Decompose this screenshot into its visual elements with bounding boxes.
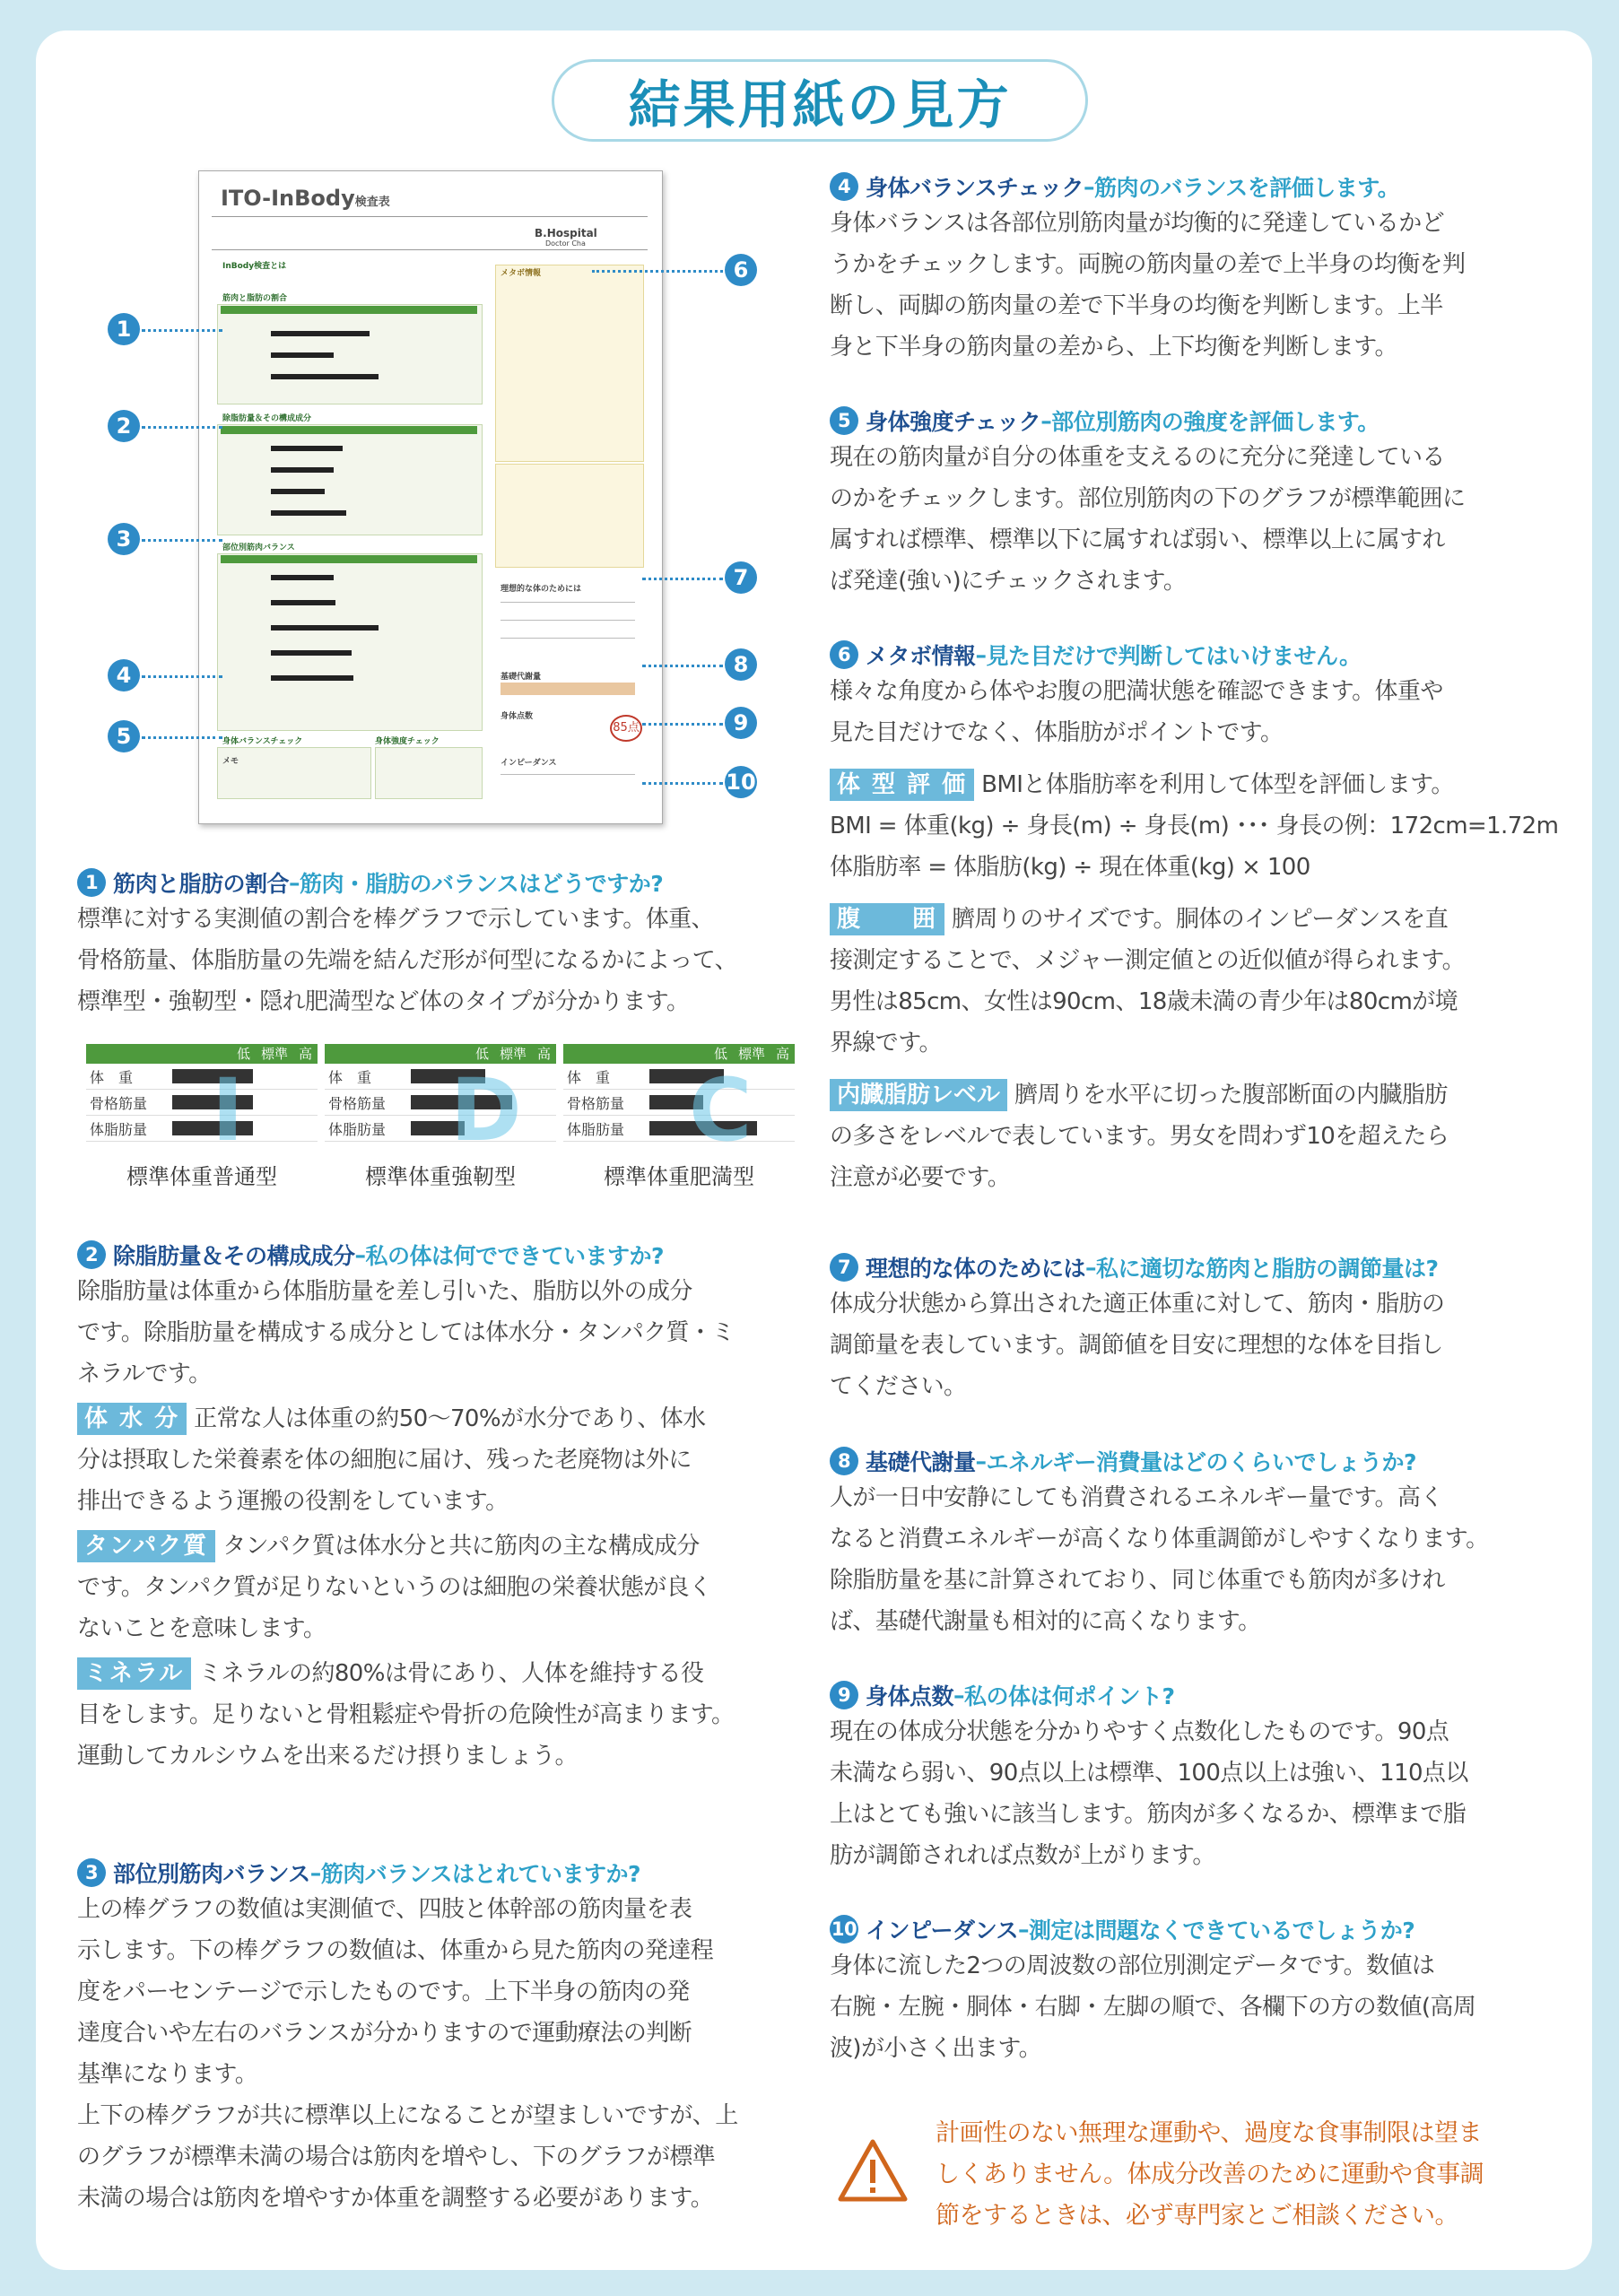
thumb-row — [86, 1116, 318, 1142]
waist-tag: 腹 囲 — [830, 903, 944, 935]
leader-line-10 — [642, 782, 723, 785]
section-8-line: 除脂肪量を基に計算されており、同じ体重でも筋肉が多けれ — [830, 1567, 1445, 1594]
section-8-title: 基礎代謝量 — [866, 1449, 976, 1475]
report-heading-7: 理想的な体のためには — [500, 585, 582, 594]
section-7-heading — [830, 1251, 1558, 1283]
protein-paragraph — [77, 1526, 805, 1649]
protein-line: ないことを意味します。 — [77, 1615, 326, 1642]
section-3-number: 3 — [77, 1858, 106, 1887]
water-line-text: 正常な人は体重の約50～70%が水分であり、体水 — [194, 1405, 706, 1432]
report-heading-3: 部位別筋肉バランス — [222, 544, 295, 552]
section-10-title: インピーダンス — [866, 1918, 1019, 1944]
warning-line: 計画性のない無理な運動や、過度な食事制限は望ま — [936, 2119, 1482, 2147]
thumb-caption: 標準体重強靭型 — [365, 1164, 516, 1189]
section-10-dash: – — [1018, 1916, 1030, 1943]
section-2-title: 除脂肪量＆その構成成分 — [113, 1243, 355, 1269]
section-7-line: てください。 — [830, 1373, 967, 1400]
thumb-type-letter: I — [212, 1060, 244, 1161]
report-box-2-header — [221, 426, 477, 434]
section-6-line: 見た目だけでなく、体脂肪がポイントです。 — [830, 719, 1284, 746]
report-title-text: ITO-InBody — [221, 186, 355, 211]
page-title-pill — [552, 59, 1088, 142]
thumb-row — [563, 1064, 795, 1090]
section-1 — [77, 866, 805, 1022]
thumb-row — [563, 1116, 795, 1142]
report-box-3 — [217, 553, 483, 731]
section-8-line: 人が一日中安静にしても消費されるエネルギー量です。高く — [830, 1484, 1443, 1511]
visceral-line — [830, 1074, 1558, 1116]
section-1-body — [77, 899, 805, 1022]
section-3-title: 部位別筋肉バランス — [113, 1861, 310, 1887]
section-7-title: 理想的な体のためには — [866, 1256, 1086, 1282]
section-2 — [77, 1239, 805, 1777]
section-3-line: 未満の場合は筋肉を増やすか体重を調整する必要があります。 — [77, 2185, 714, 2212]
waist-paragraph — [830, 899, 1558, 1064]
water-tag: 体 水 分 — [77, 1403, 187, 1435]
leader-line-3 — [142, 539, 222, 542]
section-8-subtitle: エネルギー消費量はどのくらいでしょうか? — [986, 1449, 1417, 1475]
bodytype-line: BMI = 体重(kg) ÷ 身長(m) ÷ 身長(m) ･･･ 身長の例：172cm=1.72m — [830, 813, 1559, 839]
section-6-dash: – — [975, 641, 987, 668]
report-line — [500, 638, 635, 639]
report-heading-6: メタボ情報 — [500, 269, 542, 278]
report-box-5 — [375, 747, 483, 799]
marker-8: 8 — [725, 648, 757, 681]
type-thumb-standard — [86, 1044, 318, 1189]
thumb-head-std: 標準 — [737, 1046, 765, 1062]
marker-6: 6 — [725, 254, 757, 286]
warning-icon — [837, 2138, 909, 2206]
report-heading-1: 筋肉と脂肪の割合 — [222, 294, 288, 303]
section-8-heading — [830, 1445, 1558, 1477]
section-6-number: 6 — [830, 640, 858, 669]
section-10-line: 波)が小さく出ます。 — [830, 2035, 1042, 2062]
section-9-subtitle: 私の体は何ポイント? — [964, 1683, 1175, 1709]
section-10 — [830, 1913, 1558, 2069]
section-8-line: なると消費エネルギーが高くなり体重調節がしやすくなります。 — [830, 1526, 1489, 1552]
section-5-line: 属すれば標準、標準以下に属すれば弱い、標準以上に属すれ — [830, 526, 1445, 553]
mineral-line — [77, 1653, 805, 1694]
thumb-row — [563, 1090, 795, 1116]
bodytype-paragraph — [830, 764, 1558, 888]
thumb-header — [86, 1044, 318, 1064]
section-1-number: 1 — [77, 868, 106, 897]
section-4 — [830, 170, 1558, 368]
thumb-head-low: 低 — [474, 1046, 489, 1062]
report-memo-heading: メモ — [222, 757, 239, 766]
thumb-caption: 標準体重肥満型 — [604, 1164, 754, 1189]
report-bar — [271, 331, 370, 336]
waist-line: 男性は85cm、女性は90cm、18歳未満の青少年は80cmが境 — [830, 988, 1458, 1015]
section-7-number: 7 — [830, 1253, 858, 1282]
section-2-heading — [77, 1239, 805, 1271]
section-5-line: ば発達(強い)にチェックされます。 — [830, 568, 1187, 595]
report-box-4 — [217, 747, 371, 799]
report-bar — [271, 352, 334, 358]
section-5-number: 5 — [830, 406, 858, 435]
report-title — [221, 186, 390, 211]
report-bar — [271, 600, 335, 605]
section-5-line: 現在の筋肉量が自分の体重を支えるのに充分に発達している — [830, 444, 1445, 471]
section-10-number: 10 — [830, 1915, 858, 1944]
type-thumb-obese — [563, 1044, 795, 1189]
thumb-head-low: 低 — [713, 1046, 727, 1062]
type-thumb-strong — [325, 1044, 556, 1189]
section-10-body — [830, 1945, 1558, 2069]
marker-2: 2 — [108, 410, 140, 442]
visceral-line: 注意が必要です。 — [830, 1164, 1011, 1191]
section-3 — [77, 1857, 805, 2219]
bodytype-line: 体脂肪率 = 体脂肪(kg) ÷ 現在体重(kg) × 100 — [830, 854, 1310, 881]
section-1-subtitle: 筋肉・脂肪のバランスはどうですか? — [300, 871, 664, 897]
section-10-subtitle: 測定は問題なくできているでしょうか? — [1029, 1918, 1415, 1944]
section-6-title: メタボ情報 — [866, 643, 976, 669]
marker-5: 5 — [108, 720, 140, 752]
section-7-dash: – — [1085, 1254, 1097, 1281]
mineral-paragraph — [77, 1653, 805, 1777]
section-1-title: 筋肉と脂肪の割合 — [113, 871, 290, 897]
report-intro-heading: InBody検査とは — [222, 262, 287, 271]
thumb-row-label: 体脂肪量 — [90, 1120, 148, 1138]
water-line: 分は摂取した栄養素を体の細胞に届け、残った老廃物は外に — [77, 1447, 692, 1474]
section-9-line: 上はとても強いに該当します。筋肉が多くなるか、標準まで脂 — [830, 1801, 1467, 1828]
report-line — [500, 774, 635, 775]
mineral-line: 運動してカルシウムを出来るだけ摂りましょう。 — [77, 1743, 578, 1770]
thumb-head-high: 高 — [536, 1046, 551, 1062]
visceral-line-text: 臍周りを水平に切った腹部断面の内臓脂肪 — [1014, 1082, 1448, 1109]
section-1-heading — [77, 866, 805, 899]
warning-text — [936, 2113, 1484, 2237]
section-1-line: 標準型・強靭型・隠れ肥満型など体のタイプが分かります。 — [77, 988, 690, 1015]
section-8 — [830, 1445, 1558, 1642]
section-1-line: 標準に対する実測値の割合を棒グラフで示しています。体重、 — [77, 906, 714, 933]
section-9-title: 身体点数 — [866, 1683, 954, 1709]
thumb-row-label: 骨格筋量 — [567, 1094, 625, 1112]
waist-line: 接測定することで、メジャー測定値との近似値が得られます。 — [830, 947, 1466, 974]
section-7 — [830, 1251, 1558, 1407]
section-4-subtitle: 筋肉のバランスを評価します。 — [1094, 175, 1400, 201]
section-7-body — [830, 1283, 1558, 1407]
bodytype-tag: 体 型 評 価 — [830, 769, 974, 801]
section-2-line: ネラルです。 — [77, 1361, 212, 1387]
section-10-heading — [830, 1913, 1558, 1945]
report-bar — [271, 675, 353, 681]
warning-line: しくありません。体成分改善のために運動や食事調 — [936, 2161, 1484, 2188]
thumb-row-label: 骨格筋量 — [328, 1094, 387, 1112]
report-doctor: Doctor Cha — [545, 239, 586, 248]
visceral-paragraph — [830, 1074, 1558, 1198]
mineral-line: 目をします。足りないと骨粗鬆症や骨折の危険性が高まります。 — [77, 1701, 735, 1728]
section-6 — [830, 639, 1558, 1198]
report-bar — [271, 575, 334, 580]
section-3-line: 度をパーセンテージで示したものです。上下半身の筋肉の発 — [77, 1979, 690, 2005]
thumb-head-std: 標準 — [499, 1046, 527, 1062]
thumb-row-label: 体 重 — [328, 1068, 372, 1086]
marker-3: 3 — [108, 523, 140, 555]
section-4-line: うかをチェックします。両腕の筋肉量の差で上半身の均衡を判 — [830, 251, 1466, 278]
waist-line — [830, 899, 1558, 940]
section-3-dash: – — [309, 1859, 321, 1886]
report-title-suffix: 検査表 — [354, 196, 390, 209]
water-line — [77, 1398, 805, 1439]
leader-line-1 — [142, 329, 222, 332]
report-box-1 — [217, 304, 483, 404]
leader-line-9 — [642, 723, 723, 726]
section-9-dash: – — [953, 1682, 965, 1709]
section-4-line: 身体バランスは各部位別筋肉量が均衡的に発達しているかど — [830, 210, 1445, 237]
thumb-head-high: 高 — [298, 1046, 312, 1062]
section-8-line: ば、基礎代謝量も相対的に高くなります。 — [830, 1608, 1261, 1635]
page-title: 結果用紙の見方 — [628, 74, 1012, 135]
section-4-line: 身と下半身の筋肉量の差から、上下均衡を判断します。 — [830, 334, 1397, 361]
leader-line-6 — [592, 270, 723, 273]
report-score: 85点 — [610, 715, 642, 742]
thumb-row — [86, 1090, 318, 1116]
thumb-row-label: 体 重 — [90, 1068, 134, 1086]
section-4-title: 身体バランスチェック — [866, 175, 1084, 201]
section-3-subtitle: 筋肉バランスはとれていますか? — [320, 1861, 641, 1887]
report-bar — [271, 510, 346, 516]
section-3-line: 上の棒グラフの数値は実測値で、四肢と体幹部の筋肉量を表 — [77, 1896, 692, 1923]
section-5-body — [830, 437, 1558, 602]
report-bar — [271, 446, 343, 451]
report-line — [500, 620, 635, 621]
thumb-row-label: 骨格筋量 — [90, 1094, 148, 1112]
thumb-header — [563, 1044, 795, 1064]
report-heading-10: インピーダンス — [500, 759, 557, 768]
thumb-row-label: 体脂肪量 — [328, 1120, 387, 1138]
report-heading-5: 身体強度チェック — [375, 737, 440, 746]
report-box-2 — [217, 424, 483, 535]
water-line: 排出できるよう運搬の役割をしています。 — [77, 1488, 509, 1515]
section-7-line: 調節量を表しています。調節値を目安に理想的な体を目指し — [830, 1332, 1443, 1359]
report-bar — [271, 467, 334, 473]
section-3-heading — [77, 1857, 805, 1889]
section-3-line: 基準になります。 — [77, 2061, 258, 2088]
section-9-line: 現在の体成分状態を分かりやすく点数化したものです。90点 — [830, 1718, 1449, 1745]
section-5-title: 身体強度チェック — [866, 409, 1041, 435]
report-heading-4: 身体バランスチェック — [222, 737, 303, 746]
section-5-subtitle: 部位別筋肉の強度を評価します。 — [1051, 409, 1380, 435]
marker-7: 7 — [725, 561, 757, 594]
section-4-body — [830, 203, 1558, 368]
section-4-heading — [830, 170, 1558, 203]
section-7-subtitle: 私に適切な筋肉と脂肪の調節量は? — [1096, 1256, 1439, 1282]
thumb-type-letter: C — [689, 1060, 753, 1161]
protein-line — [77, 1526, 805, 1567]
leader-line-5 — [142, 736, 222, 739]
marker-9: 9 — [725, 707, 757, 739]
report-bar — [271, 374, 379, 379]
section-6-body — [830, 671, 1558, 1198]
section-3-line: 達度合いや左右のバランスが分かりますので運動療法の判断 — [77, 2020, 692, 2047]
report-bar — [271, 650, 352, 656]
report-line — [500, 602, 635, 603]
report-box-1-header — [221, 306, 477, 314]
report-heading-2: 除脂肪量＆その構成成分 — [222, 414, 312, 423]
visceral-line: の多さをレベルで表しています。男女を問わず10を超えたら — [830, 1123, 1449, 1150]
report-box-3-header — [221, 555, 477, 563]
report-hospital-name: B.Hospital — [535, 227, 597, 239]
section-3-line: 上下の棒グラフが共に標準以上になることが望ましいですが、上 — [77, 2102, 738, 2129]
section-2-dash: – — [354, 1241, 366, 1268]
section-2-number: 2 — [77, 1240, 106, 1269]
section-9-line: 肪が調節されれば点数が上がります。 — [830, 1842, 1215, 1869]
section-9-heading — [830, 1679, 1558, 1711]
warning-line: 節をするときは、必ず専門家とご相談ください。 — [936, 2202, 1458, 2230]
report-hospital — [535, 227, 597, 248]
report-bar — [271, 625, 379, 631]
thumb-head-high: 高 — [775, 1046, 789, 1062]
section-6-heading — [830, 639, 1558, 671]
thumb-head-std: 標準 — [260, 1046, 288, 1062]
mineral-tag: ミネラル — [77, 1657, 191, 1690]
leader-line-7 — [642, 578, 723, 580]
warning-box — [830, 2113, 1538, 2230]
section-6-subtitle: 見た目だけで判断してはいけません。 — [986, 643, 1362, 669]
report-bar — [271, 489, 325, 494]
thumb-head-low: 低 — [236, 1046, 250, 1062]
section-3-line: 示します。下の棒グラフの数値は、体重から見た筋肉の発達程 — [77, 1937, 714, 1964]
protein-line-text: タンパク質は体水分と共に筋肉の主な構成成分 — [222, 1533, 700, 1560]
section-10-line: 身体に流した2つの周波数の部位別測定データです。数値は — [830, 1952, 1435, 1979]
section-6-line: 様々な角度から体やお腹の肥満状態を確認できます。体重や — [830, 678, 1443, 705]
section-1-line: 骨格筋量、体脂肪量の先端を結んだ形が何型になるかによって、 — [77, 947, 738, 974]
leader-line-4 — [142, 675, 222, 678]
section-4-number: 4 — [830, 172, 858, 201]
leader-line-2 — [142, 426, 222, 429]
thumb-caption: 標準体重普通型 — [126, 1164, 277, 1189]
section-8-body — [830, 1477, 1558, 1642]
report-heading-9: 身体点数 — [500, 712, 534, 721]
section-2-line: です。除脂肪量を構成する成分としては体水分・タンパク質・ミ — [77, 1319, 735, 1346]
section-10-line: 右腕・左腕・胴体・右脚・左脚の順で、各欄下の方の数値(高周 — [830, 1994, 1476, 2021]
section-3-line: のグラフが標準未満の場合は筋肉を増やし、下のグラフが標準 — [77, 2144, 716, 2170]
section-9-line: 未満なら弱い、90点以上は標準、100点以上は強い、110点以 — [830, 1760, 1468, 1787]
thumb-type-letter: D — [450, 1060, 522, 1161]
thumb-row — [86, 1064, 318, 1090]
leader-line-8 — [642, 665, 723, 667]
water-paragraph — [77, 1398, 805, 1522]
section-2-body — [77, 1271, 805, 1777]
waist-line-text: 臍周りのサイズです。胴体のインピーダンスを直 — [952, 906, 1449, 933]
thumb-row-label: 体脂肪量 — [567, 1120, 625, 1138]
marker-1: 1 — [108, 313, 140, 345]
section-9-body — [830, 1711, 1558, 1876]
thumb-row-label: 体 重 — [567, 1068, 611, 1086]
report-metabo-box — [495, 265, 644, 462]
bodytype-line — [830, 764, 1558, 805]
protein-line: です。タンパク質が足りないというのは細胞の栄養状態が良く — [77, 1574, 712, 1601]
section-2-line: 除脂肪量は体重から体脂肪量を差し引いた、脂肪以外の成分 — [77, 1278, 692, 1305]
report-bmr-bar — [500, 683, 635, 695]
section-5-dash: – — [1040, 407, 1052, 434]
section-3-body — [77, 1889, 805, 2219]
section-5 — [830, 404, 1558, 602]
section-9 — [830, 1679, 1558, 1876]
section-4-line: 断し、両脚の筋肉量の差で下半身の均衡を判断します。上半 — [830, 292, 1443, 319]
protein-tag: タンパク質 — [77, 1530, 215, 1562]
visceral-tag: 内臓脂肪レベル — [830, 1079, 1007, 1111]
marker-4: 4 — [108, 659, 140, 691]
section-8-dash: – — [975, 1448, 987, 1474]
report-thumbnail — [198, 170, 663, 824]
waist-line: 界線です。 — [830, 1030, 942, 1057]
section-2-subtitle: 私の体は何でできていますか? — [365, 1243, 665, 1269]
marker-10: 10 — [725, 766, 757, 798]
bodytype-line-text: BMIと体脂肪率を利用して体型を評価します。 — [981, 771, 1454, 798]
mineral-line-text: ミネラルの約80%は骨にあり、人体を維持する役 — [198, 1660, 704, 1687]
section-9-number: 9 — [830, 1681, 858, 1709]
report-visceral-box — [495, 464, 644, 568]
section-5-heading — [830, 404, 1558, 437]
section-8-number: 8 — [830, 1447, 858, 1475]
section-1-dash: – — [289, 869, 300, 896]
report-heading-8: 基礎代謝量 — [500, 673, 542, 682]
section-7-line: 体成分状態から算出された適正体重に対して、筋肉・脂肪の — [830, 1291, 1445, 1318]
section-5-line: のかをチェックします。部位別筋肉の下のグラフが標準範囲に — [830, 485, 1466, 512]
section-4-dash: – — [1084, 173, 1095, 200]
